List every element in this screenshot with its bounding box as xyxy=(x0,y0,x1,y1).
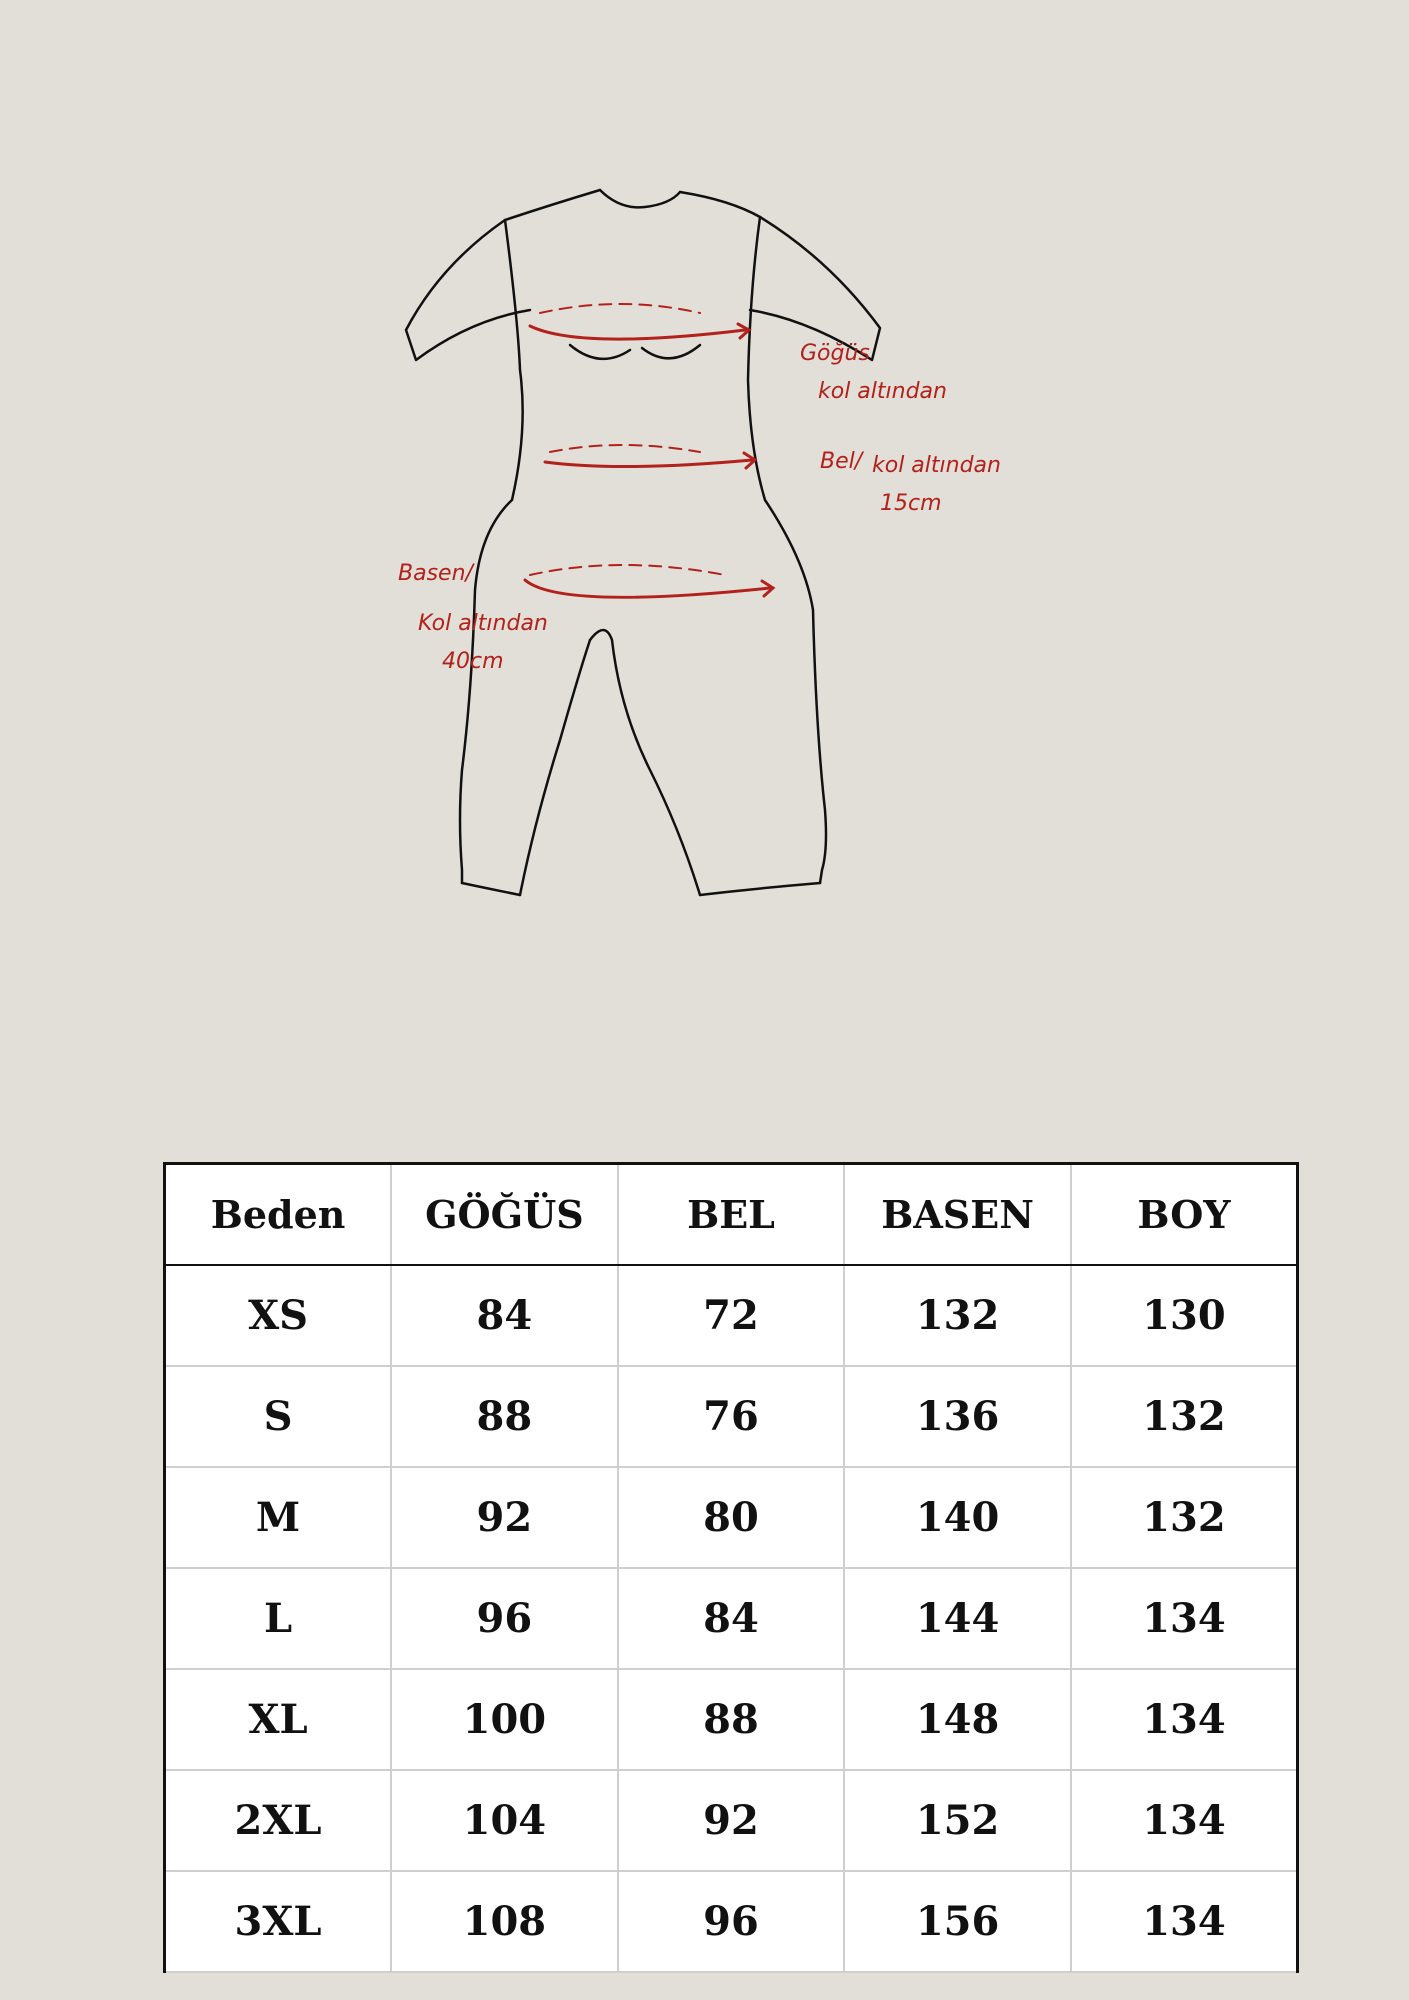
chest-cell: 108 xyxy=(391,1871,618,1972)
table-row xyxy=(165,1265,1298,1366)
table-row xyxy=(165,1366,1298,1467)
hip-cell: 148 xyxy=(844,1669,1071,1770)
waist-cell: 88 xyxy=(618,1669,845,1770)
table-header-row xyxy=(165,1164,1298,1266)
waist-cell: 96 xyxy=(618,1871,845,1972)
header-chest: GÖĞÜS xyxy=(391,1164,618,1266)
header-waist: BEL xyxy=(618,1164,845,1266)
header-size: Beden xyxy=(165,1164,392,1266)
length-cell: 132 xyxy=(1071,1467,1298,1568)
table-row xyxy=(165,1669,1298,1770)
waist-cell: 72 xyxy=(618,1265,845,1366)
length-cell: 134 xyxy=(1071,1669,1298,1770)
length-cell: 134 xyxy=(1071,1871,1298,1972)
length-cell: 132 xyxy=(1071,1366,1298,1467)
waist-cell: 76 xyxy=(618,1366,845,1467)
chest-cell: 92 xyxy=(391,1467,618,1568)
chest-cell: 104 xyxy=(391,1770,618,1871)
chest-label: Göğüs xyxy=(800,341,870,366)
header-hip: BASEN xyxy=(844,1164,1071,1266)
waist-distance: 15cm xyxy=(880,491,942,516)
hip-cell: 140 xyxy=(844,1467,1071,1568)
chest-sublabel: kol altından xyxy=(818,379,947,404)
size-cell: XL xyxy=(165,1669,392,1770)
hip-cell: 144 xyxy=(844,1568,1071,1669)
size-cell: XS xyxy=(165,1265,392,1366)
jumpsuit-measurement-illustration xyxy=(380,170,1040,930)
hip-label: Basen/ xyxy=(398,561,473,586)
hip-sublabel: Kol altından xyxy=(418,611,548,636)
length-cell: 130 xyxy=(1071,1265,1298,1366)
garment-outline xyxy=(406,190,880,895)
hip-distance: 40cm xyxy=(442,649,504,674)
size-cell: 3XL xyxy=(165,1871,392,1972)
header-length: BOY xyxy=(1071,1164,1298,1266)
waist-cell: 84 xyxy=(618,1568,845,1669)
waist-cell: 80 xyxy=(618,1467,845,1568)
waist-cell: 92 xyxy=(618,1770,845,1871)
size-cell: L xyxy=(165,1568,392,1669)
measurement-annotations xyxy=(398,341,1001,674)
chest-cell: 96 xyxy=(391,1568,618,1669)
size-chart-table xyxy=(163,1162,1299,1973)
table-row xyxy=(165,1770,1298,1871)
hip-cell: 136 xyxy=(844,1366,1071,1467)
table-row xyxy=(165,1871,1298,1972)
hip-cell: 132 xyxy=(844,1265,1071,1366)
table-row xyxy=(165,1568,1298,1669)
size-cell: 2XL xyxy=(165,1770,392,1871)
waist-sublabel: kol altından xyxy=(872,453,1001,478)
measurement-arrows xyxy=(525,304,773,597)
length-cell: 134 xyxy=(1071,1770,1298,1871)
length-cell: 134 xyxy=(1071,1568,1298,1669)
table-row xyxy=(165,1467,1298,1568)
chest-cell: 100 xyxy=(391,1669,618,1770)
chest-cell: 84 xyxy=(391,1265,618,1366)
chest-cell: 88 xyxy=(391,1366,618,1467)
size-cell: M xyxy=(165,1467,392,1568)
size-cell: S xyxy=(165,1366,392,1467)
hip-cell: 152 xyxy=(844,1770,1071,1871)
hip-cell: 156 xyxy=(844,1871,1071,1972)
waist-label: Bel/ xyxy=(820,449,863,474)
